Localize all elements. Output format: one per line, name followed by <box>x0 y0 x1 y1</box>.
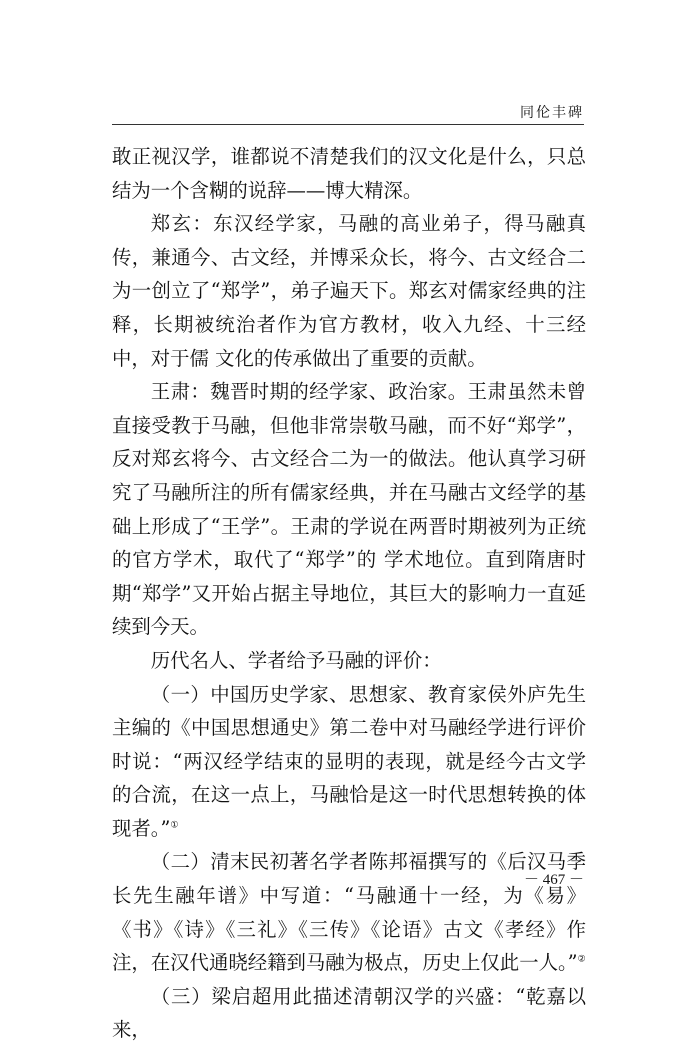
footnote-marker: ② <box>577 954 586 965</box>
body-text <box>112 140 586 1047</box>
paragraph-text: 郑玄：东汉经学家，马融的高业弟子，得马融真传，兼通今、古文经，并博采众长，将今、古文经合二为一创立了“郑学”，弟子遍天下。郑玄对儒家经典的注释，长期被统治者作为官方教材，收入九经、十三经中，对于儒 文化的传承做出了重要的贡献。 <box>112 212 586 370</box>
paragraph-text: 王肃：魏晋时期的经学家、政治家。王肃虽然未曾直接受教于马融，但他非常崇敬马融，而不好“郑学”，反对郑玄将今、古文经合二为一的做法。他认真学习研究了马融所注的所有儒家经典，并在马融古文经学的基础上形成了“王学”。王肃的学说在两晋时期被列为正统的官方学术，取代了“郑学”的 学术地位。直到隋唐时期“郑学”又开始占据主导地位，其巨大的影响力一直延续到今天。 <box>112 380 586 639</box>
paragraph <box>112 678 586 846</box>
paragraph-text: （一）中国历史学家、思想家、教育家侯外庐先生主编的《中国思想通史》第二卷中对马融经学进行评价时说：“两汉经学结束的显明的表现，就是经今古文学的合流，在这一点上，马融恰是这一时代思想转换的体现者。” <box>112 682 586 840</box>
paragraph-text: 历代名人、学者给予马融的评价： <box>150 648 442 672</box>
header-title: 同伦丰碑 <box>520 105 584 121</box>
paragraph <box>112 980 586 1047</box>
paragraph <box>112 644 586 678</box>
paragraph <box>112 140 586 207</box>
paragraph-text: （二）清末民初著名学者陈邦福撰写的《后汉马季长先生融年谱》中写道：“马融通十一经，为《易》《书》《诗》《三礼》《三传》《论语》古文《孝经》作注，在汉代通晓经籍到马融为极点，历史上仅此一人。” <box>112 850 586 975</box>
paragraph-text: 敢正视汉学，谁都说不清楚我们的汉文化是什么，只总结为一个含糊的说辞——博大精深。 <box>112 145 586 202</box>
page-number: － 467 － <box>523 872 584 888</box>
running-header <box>112 96 584 125</box>
paragraph <box>112 207 586 375</box>
paragraph <box>112 375 586 644</box>
paragraph <box>112 845 586 979</box>
paragraph-text: （三）梁启超用此描述清朝汉学的兴盛：“乾嘉以来， <box>112 984 586 1042</box>
footnote-marker: ① <box>170 820 179 831</box>
